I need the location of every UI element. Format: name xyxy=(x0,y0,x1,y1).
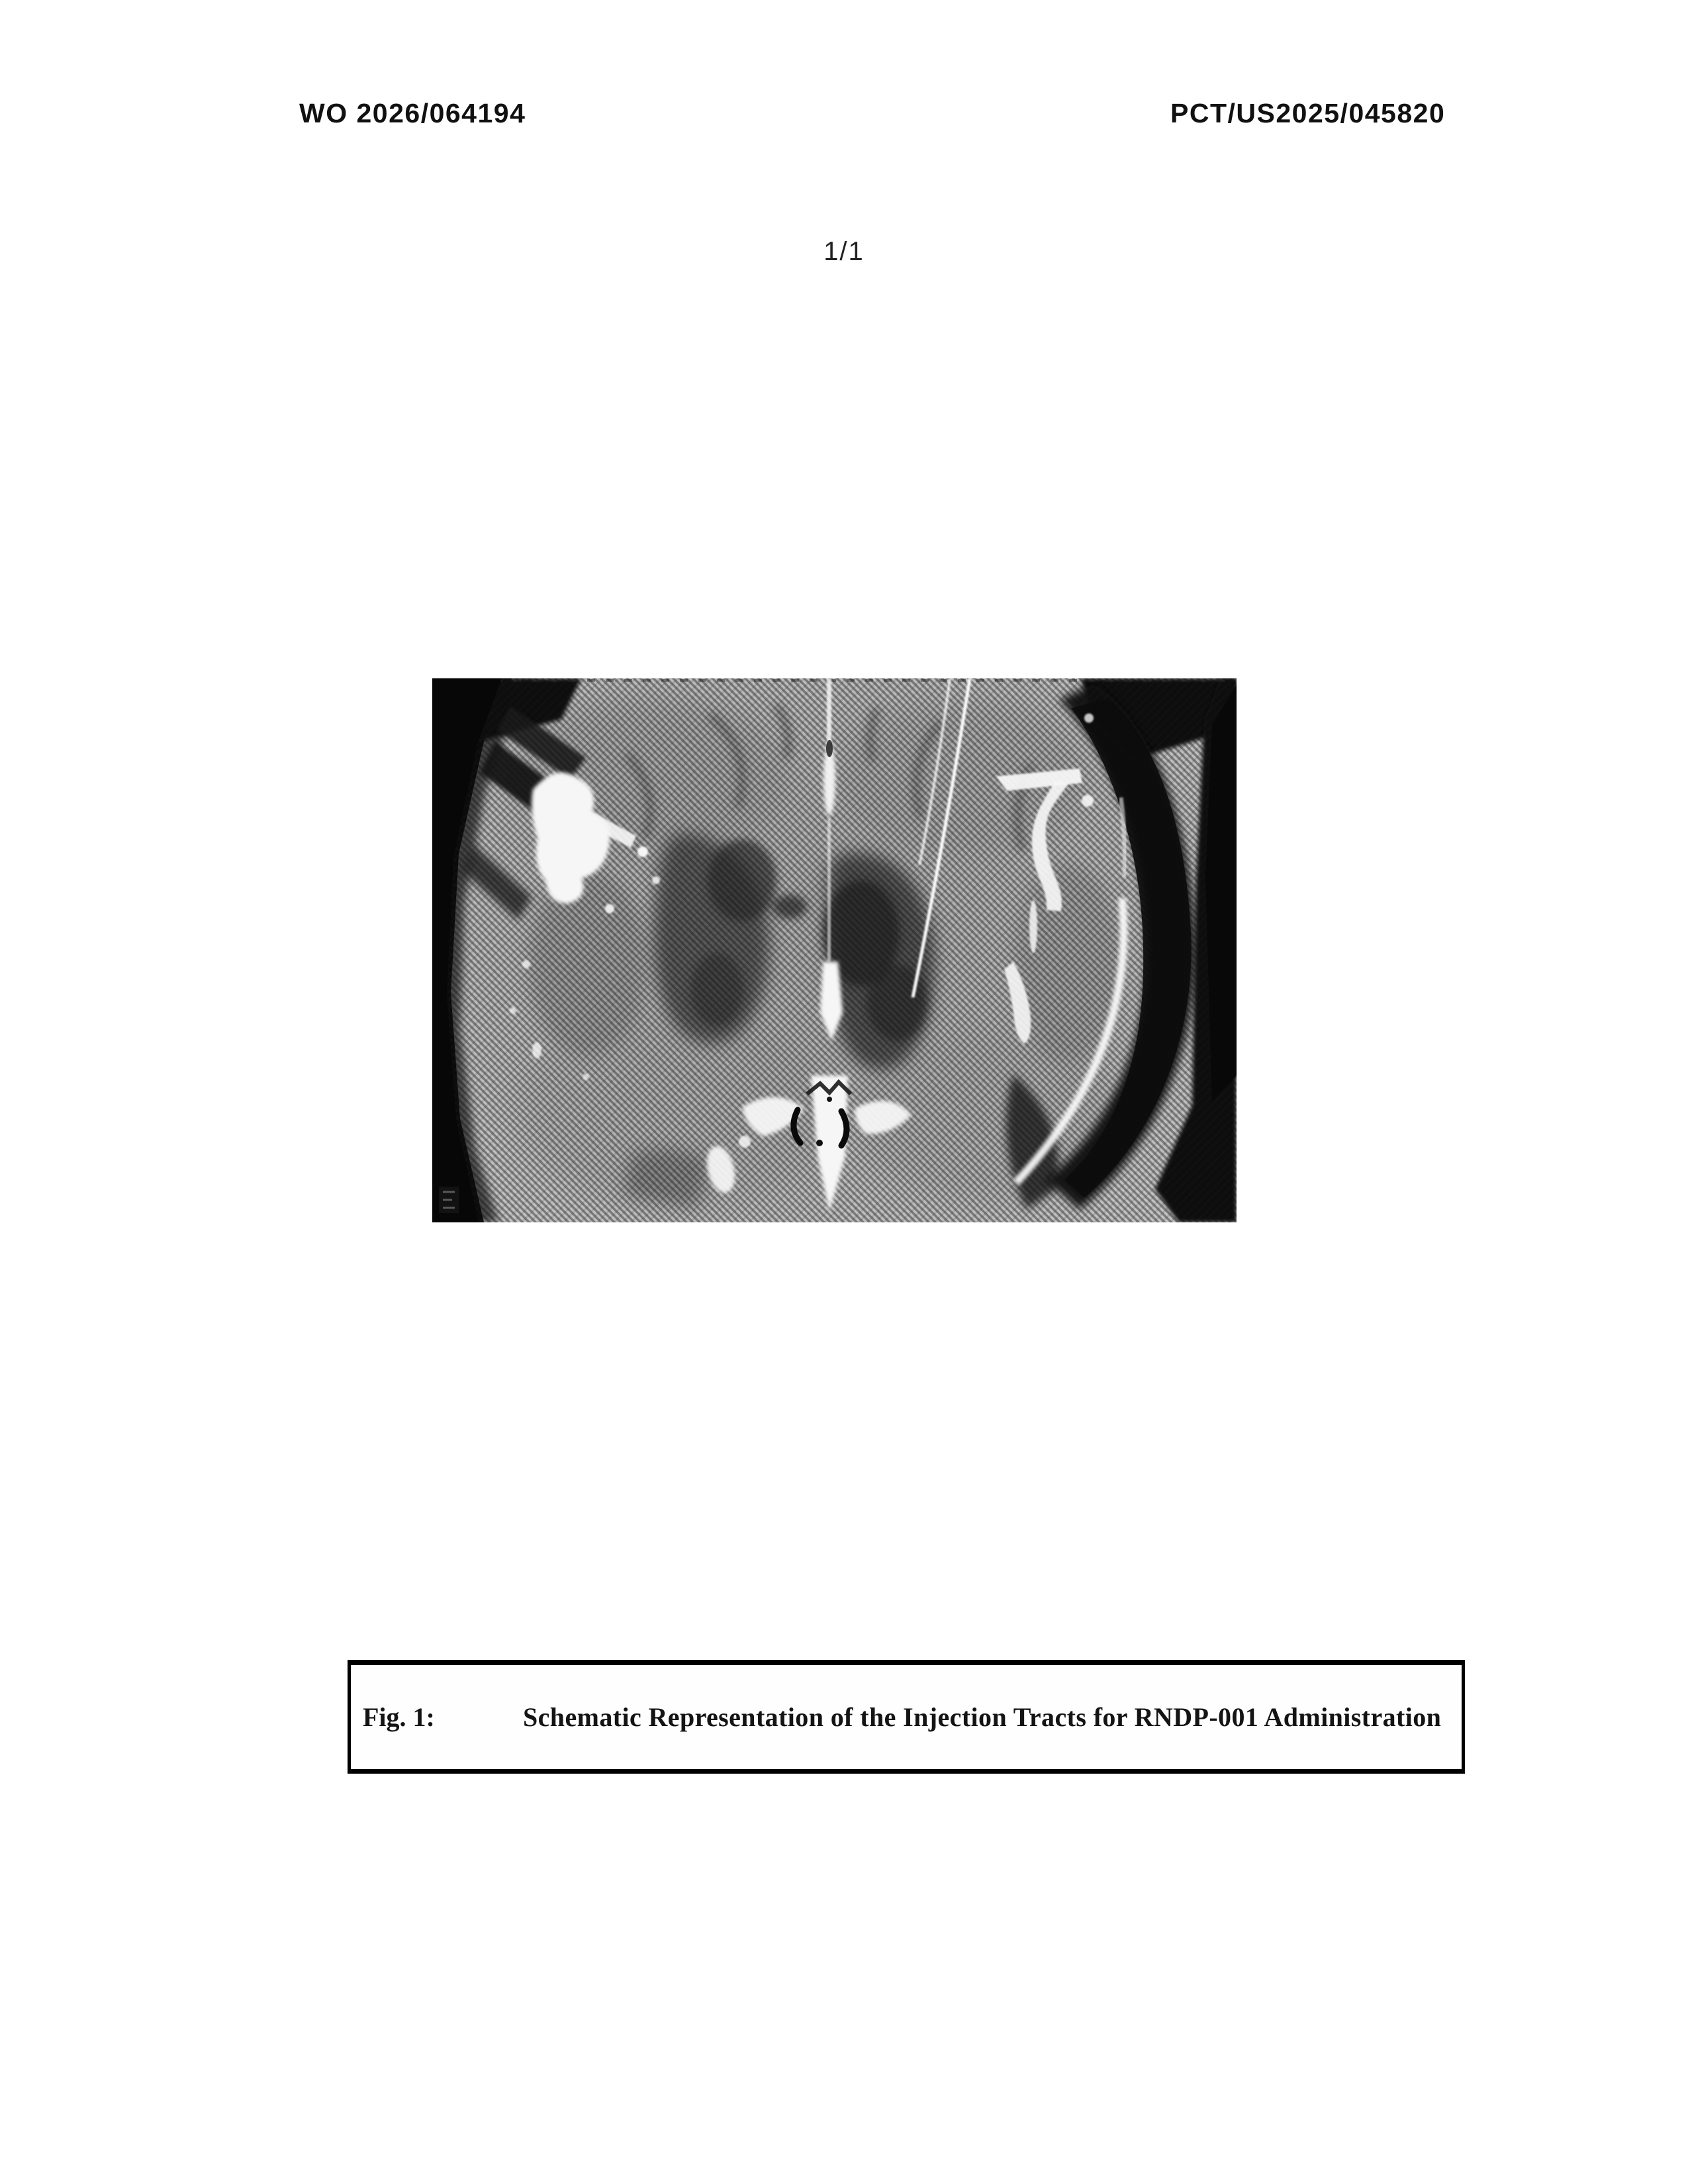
mri-brain-scan-image xyxy=(432,678,1237,1222)
figure-caption-label: Fig. 1: xyxy=(363,1702,435,1732)
sheet-indicator: 1/1 xyxy=(823,237,865,266)
figure-caption-box xyxy=(348,1660,1465,1774)
figure-caption-text: Schematic Representation of the Injection Tracts for RNDP-001 Administration xyxy=(523,1702,1442,1732)
application-number: PCT/US2025/045820 xyxy=(1170,98,1446,128)
publication-number: WO 2026/064194 xyxy=(299,98,526,128)
figure-image xyxy=(432,678,1237,1222)
